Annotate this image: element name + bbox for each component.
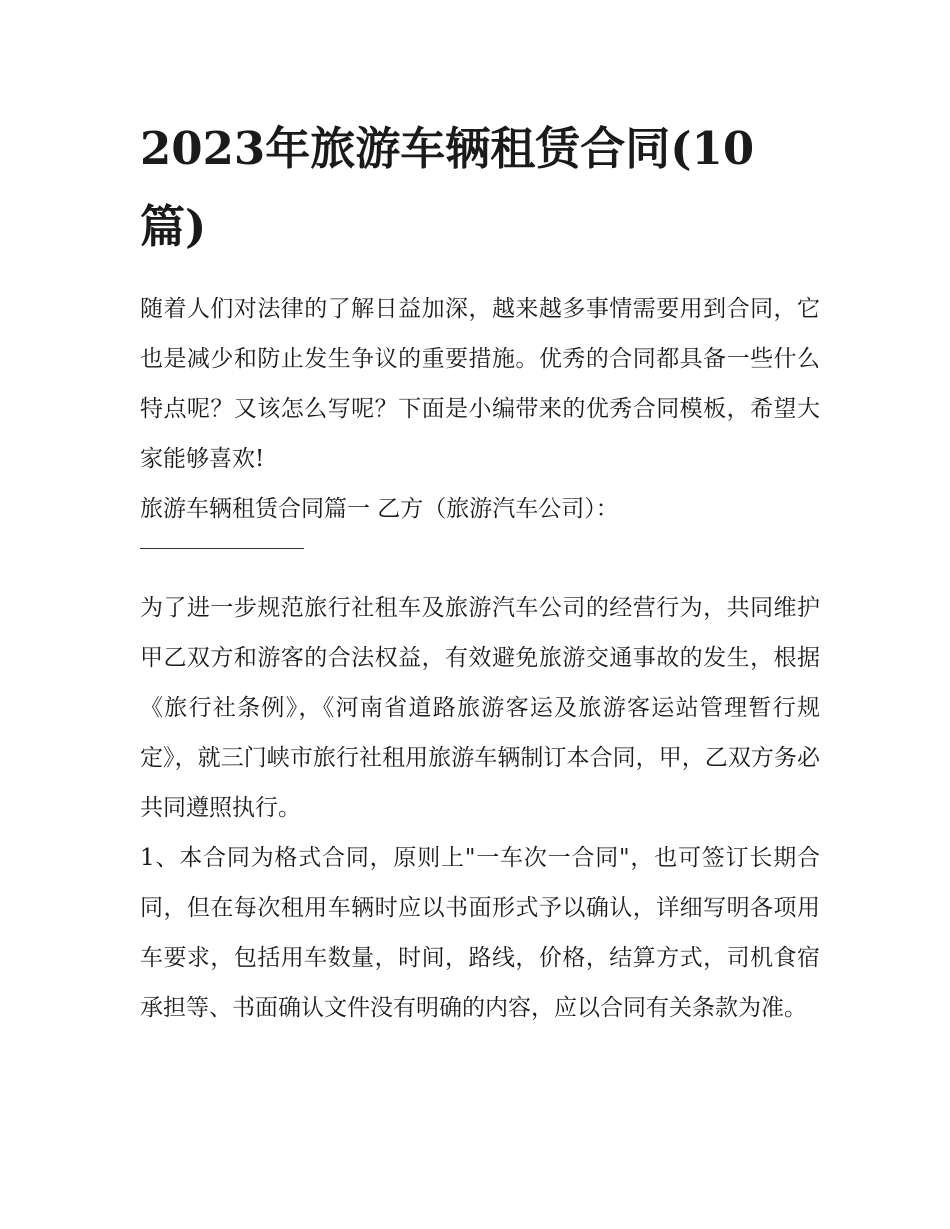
intro-paragraph: 随着人们对法律的了解日益加深，越来越多事情需要用到合同，它也是减少和防止发生争议的重要措施。优秀的合同都具备一些什么特点呢？又该怎么写呢？下面是小编带来的优秀合同模板，希望大家能够喜欢! — [140, 296, 820, 472]
section-heading-party-b: 旅游车辆租赁合同篇一 乙方（旅游汽车公司）： — [140, 496, 619, 522]
document-title: 2023年旅游车辆租赁合同(10篇) — [140, 122, 755, 253]
document-page — [140, 110, 820, 1033]
clause-1-paragraph: 1、本合同为格式合同，原则上"一车次一合同"，也可签订长期合同，但在每次租用车辆时应以书面形式予以确认，详细写明各项用车要求，包括用车数量，时间，路线，价格，结算方式，司机食宿承担等、书面确认文件没有明确的内容，应以合同有关条款为准。 — [140, 845, 820, 1021]
fill-in-blank-line — [140, 548, 304, 549]
purpose-paragraph: 为了进一步规范旅行社租车及旅游汽车公司的经营行为，共同维护甲乙双方和游客的合法权益，有效避免旅游交通事故的发生，根据《旅行社条例》，《河南省道路旅游客运及旅游客运站管理暂行规定》，就三门峡市旅行社租用旅游车辆制订本合同，甲，乙双方务必共同遵照执行。 — [140, 595, 820, 821]
